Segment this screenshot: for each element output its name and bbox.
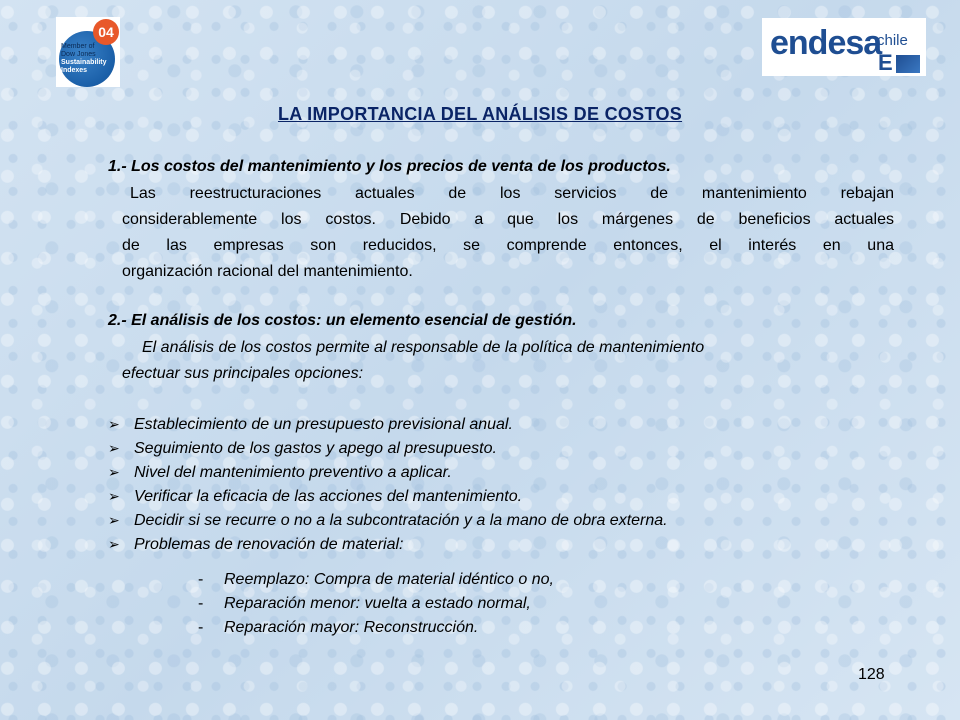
section1-line: considerablemente los costos. Debido a que los márgenes de beneficios actuales [122, 211, 894, 228]
logo-line: Member of [61, 43, 95, 50]
arrow-bullet-icon: ➢ [108, 464, 120, 480]
list-item [108, 412, 668, 436]
arrow-bullet-icon: ➢ [108, 488, 120, 504]
arrow-bullet-icon: ➢ [108, 512, 120, 528]
list-item-text: Seguimiento de los gastos y apego al presupuesto. [134, 440, 497, 457]
section1-line: organización racional del mantenimiento. [122, 263, 413, 280]
list-item [108, 460, 668, 484]
logo-number-badge: 04 [93, 19, 119, 45]
endesa-chile-logo [762, 18, 926, 76]
sub-list-item-text: Reparación mayor: Reconstrucción. [224, 619, 479, 636]
section2-heading: 2.- El análisis de los costos: un elemento esencial de gestión. [108, 312, 577, 329]
arrow-bullet-icon: ➢ [108, 440, 120, 456]
sub-list-item [198, 616, 554, 640]
list-item-text: Nivel del mantenimiento preventivo a aplicar. [134, 464, 452, 481]
section2-line: efectuar sus principales opciones: [122, 365, 364, 382]
section1-line: Las reestructuraciones actuales de los servicios de mantenimiento rebajan [130, 185, 894, 202]
logo-brand: endesa [770, 24, 882, 62]
section2-paragraph [122, 335, 902, 387]
list-item-text: Problemas de renovación de material: [134, 536, 404, 553]
section1-line: de las empresas son reducidos, se comprende entonces, el interés en una [122, 237, 894, 254]
logo-line: Sustainability [61, 59, 107, 66]
sub-list-item-text: Reemplazo: Compra de material idéntico o no, [224, 571, 554, 588]
list-item [108, 532, 668, 556]
dash-bullet: - [198, 571, 204, 588]
list-item-text: Verificar la eficacia de las acciones del mantenimiento. [134, 488, 523, 505]
sub-list-item [198, 568, 554, 592]
list-item-text: Establecimiento de un presupuesto previsional anual. [134, 416, 513, 433]
sub-list-item [198, 592, 554, 616]
list-item [108, 436, 668, 460]
sub-list [198, 568, 554, 640]
logo-square-icon [896, 55, 920, 73]
logo-country: chile [877, 32, 908, 49]
bullet-list [108, 412, 668, 556]
page-title: LA IMPORTANCIA DEL ANÁLISIS DE COSTOS [277, 104, 683, 124]
list-item-text: Decidir si se recurre o no a la subcontratación y a la mano de obra externa. [134, 512, 668, 529]
list-item [108, 484, 668, 508]
section2-line: El análisis de los costos permite al responsable de la política de mantenimiento [142, 339, 705, 356]
page-number: 128 [858, 666, 885, 683]
logo-text [61, 43, 115, 75]
dash-bullet: - [198, 619, 204, 636]
logo-line: Indexes [61, 67, 88, 74]
list-item [108, 508, 668, 532]
section1-heading: 1.- Los costos del mantenimiento y los precios de venta de los productos. [108, 158, 671, 175]
section1-paragraph [122, 181, 894, 285]
logo-mark: E [878, 50, 893, 75]
dash-bullet: - [198, 595, 204, 612]
arrow-bullet-icon: ➢ [108, 536, 120, 552]
logo-line: Dow Jones [61, 51, 96, 58]
arrow-bullet-icon: ➢ [108, 416, 120, 432]
sub-list-item-text: Reparación menor: vuelta a estado normal, [224, 595, 531, 612]
dow-jones-sustainability-logo [56, 17, 120, 87]
